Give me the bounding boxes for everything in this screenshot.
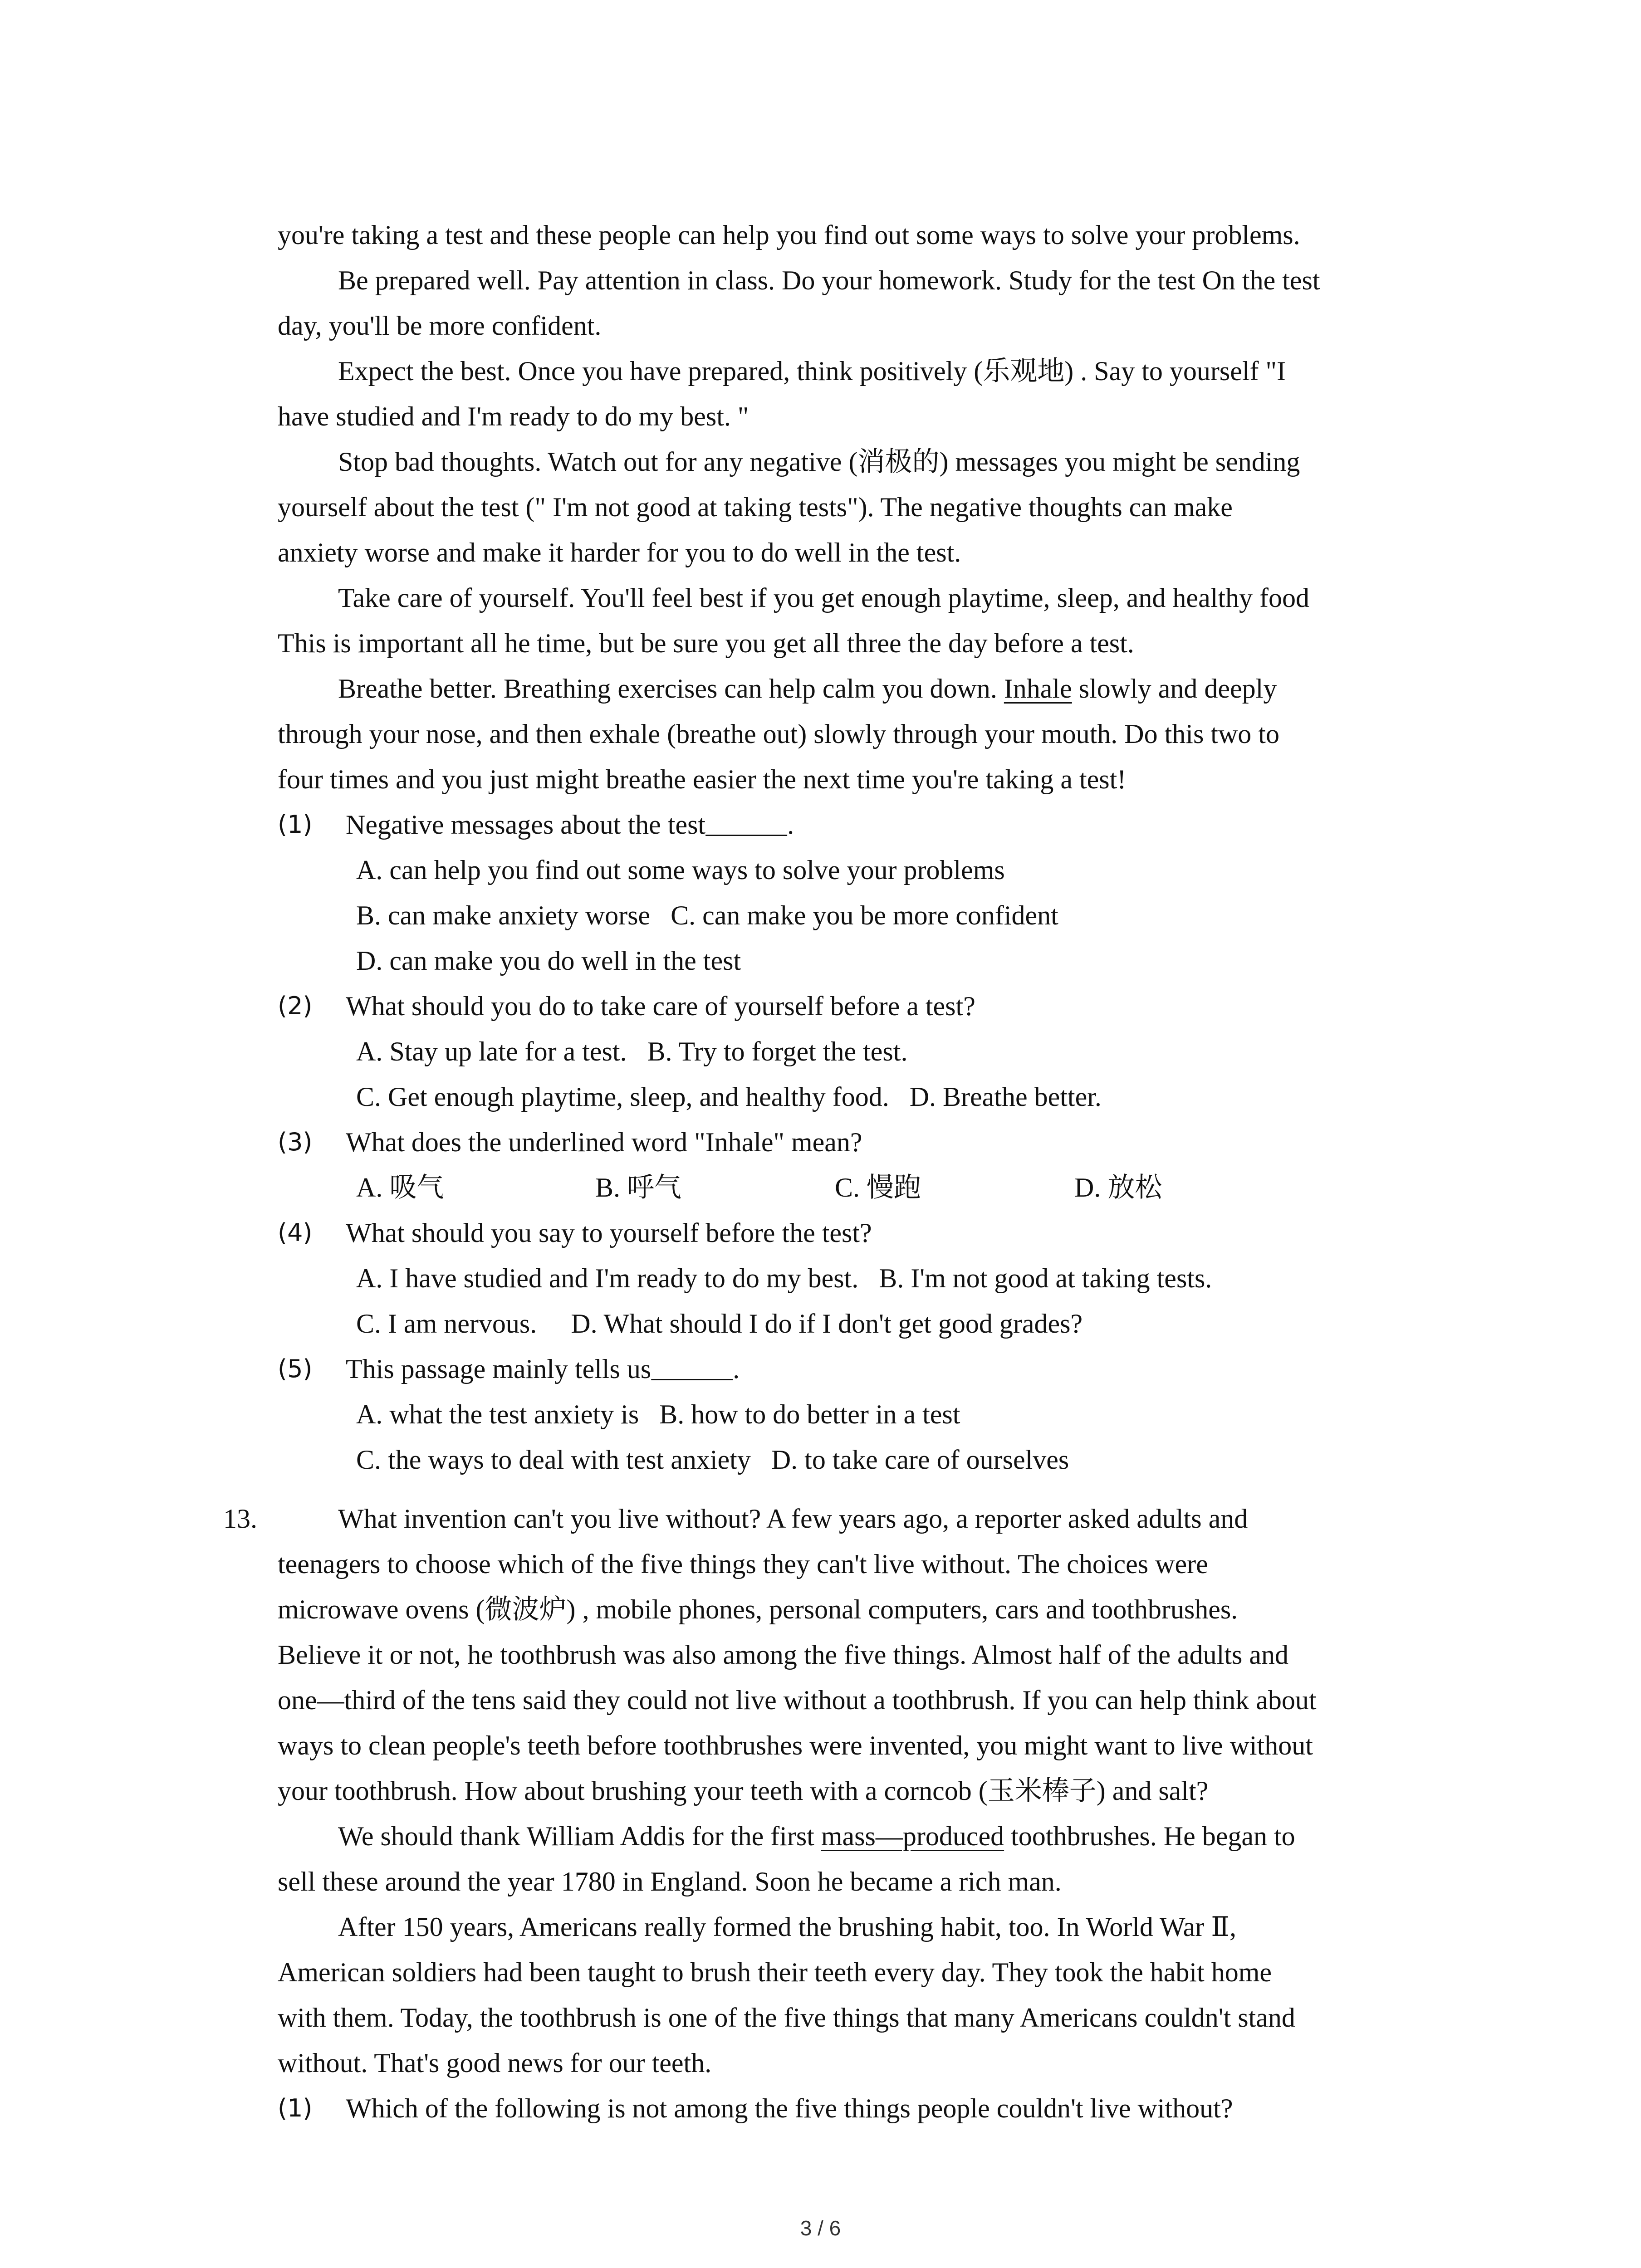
option-d[interactable]: D. 放松 [1074,1173,1162,1202]
passage-line-inhale [338,666,1277,711]
option-line[interactable]: A. I have studied and I'm ready to do my best. B. I'm not good at taking tests. [356,1263,1212,1293]
passage-line: sell these around the year 1780 in England. Soon he became a rich man. [278,1867,1062,1897]
option-line[interactable]: C. the ways to deal with test anxiety D. to take care of ourselves [356,1445,1069,1475]
passage-line: Take care of yourself. You'll feel best if you get enough playtime, sleep, and healthy food [338,583,1310,613]
stem-text: Negative messages about the test [346,810,706,840]
option-a[interactable]: A. 吸气 [356,1173,444,1202]
stem-end: . [787,810,794,840]
option-line[interactable]: B. can make anxiety worse C. can make you be more confident [356,900,1058,930]
passage-line: without. That's good news for our teeth. [278,2048,712,2078]
option-line[interactable]: A. Stay up late for a test. B. Try to forget the test. [356,1036,908,1066]
option-line[interactable]: A. can help you find out some ways to solve your problems [356,855,1005,885]
answer-blank[interactable] [651,1354,733,1384]
question-number: (1) [278,2094,313,2122]
option-b[interactable]: B. 呼气 [595,1173,682,1202]
passage-line: yourself about the test (" I'm not good at taking tests"). The negative thoughts can make [278,492,1233,522]
answer-blank[interactable] [705,810,787,840]
question-number: (1) [278,810,313,839]
passage-line: your toothbrush. How about brushing your teeth with a corncob (玉米棒子) and salt? [278,1776,1209,1806]
passage-line: one—third of the tens said they could not live without a toothbrush. If you can help think about [278,1685,1317,1715]
question-number: (2) [278,992,313,1020]
text-after: toothbrushes. He began to [1004,1821,1295,1851]
text-before: Breathe better. Breathing exercises can help calm you down. [338,674,1004,704]
passage-line: Be prepared well. Pay attention in class. Do your homework. Study for the test On the test [338,265,1320,295]
question-13-number: 13. [223,1504,257,1534]
passage-line: day, you'll be more confident. [278,311,602,341]
question-stem: Which of the following is not among the five things people couldn't live without? [346,2093,1233,2123]
passage-line: have studied and I'm ready to do my best. " [278,401,749,431]
option-line[interactable]: A. what the test anxiety is B. how to do better in a test [356,1399,960,1429]
question-stem: What should you do to take care of yourself before a test? [346,991,975,1021]
passage-line: microwave ovens (微波炉) , mobile phones, personal computers, cars and toothbrushes. [278,1594,1238,1624]
passage-line: ways to clean people's teeth before toothbrushes were invented, you might want to live without [278,1730,1313,1760]
stem-end: . [733,1354,740,1384]
question-stem: What does the underlined word "Inhale" mean? [346,1127,862,1157]
passage-line: anxiety worse and make it harder for you to do well in the test. [278,538,961,567]
question-number: (5) [278,1354,313,1383]
passage-line: This is important all he time, but be sure you get all three the day before a test. [278,628,1134,658]
option-line[interactable]: C. Get enough playtime, sleep, and healthy food. D. Breathe better. [356,1082,1102,1112]
passage-line: Believe it or not, he toothbrush was also among the five things. Almost half of the adults and [278,1640,1288,1670]
passage-line: American soldiers had been taught to brush their teeth every day. They took the habit home [278,1957,1272,1987]
passage-line: through your nose, and then exhale (breathe out) slowly through your mouth. Do this two to [278,719,1279,749]
option-line[interactable]: D. can make you do well in the test [356,946,741,976]
question-number: (3) [278,1128,313,1156]
passage-line: four times and you just might breathe easier the next time you're taking a test! [278,764,1127,794]
passage-line: After 150 years, Americans really formed the brushing habit, too. In World War Ⅱ, [338,1912,1237,1942]
page-number: 3 / 6 [800,2216,841,2240]
passage-line: Expect the best. Once you have prepared, think positively (乐观地) . Say to yourself "I [338,356,1286,386]
underlined-word-mass-produced: mass—produced [821,1821,1004,1851]
text-after: slowly and deeply [1072,674,1277,704]
passage-line: Stop bad thoughts. Watch out for any negative (消极的) messages you might be sending [338,447,1300,477]
question-stem [346,802,794,847]
passage-line: teenagers to choose which of the five things they can't live without. The choices were [278,1549,1208,1579]
question-stem: What should you say to yourself before the test? [346,1218,872,1248]
passage-line: What invention can't you live without? A few years ago, a reporter asked adults and [338,1504,1248,1534]
question-number: (4) [278,1218,313,1247]
text-before: We should thank William Addis for the first [338,1821,821,1851]
option-c[interactable]: C. 慢跑 [835,1173,921,1202]
option-line[interactable]: C. I am nervous. D. What should I do if I don't get good grades? [356,1309,1083,1339]
passage-line-mass-produced [338,1813,1295,1859]
stem-text: This passage mainly tells us [346,1354,652,1384]
passage-line: you're taking a test and these people can help you find out some ways to solve your problems. [278,220,1300,250]
underlined-word-inhale: Inhale [1004,674,1072,704]
passage-line: with them. Today, the toothbrush is one of the five things that many Americans couldn't stand [278,2003,1295,2033]
question-stem [346,1346,740,1392]
